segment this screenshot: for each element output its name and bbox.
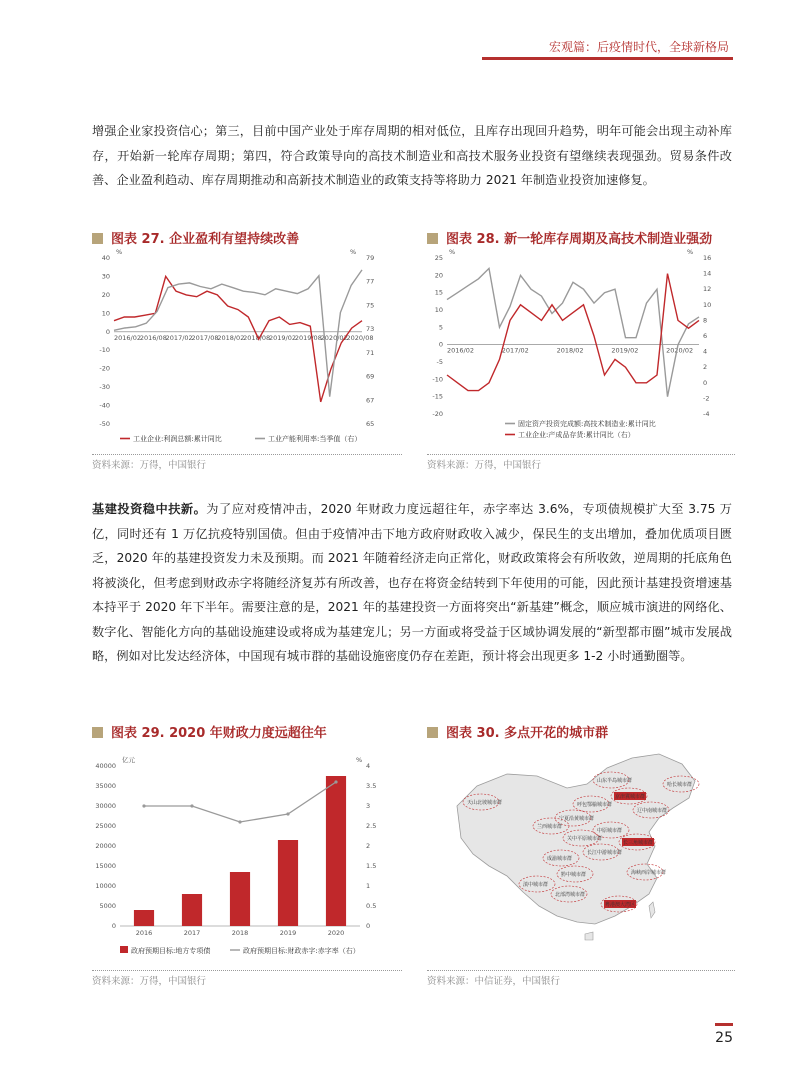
x-tick-label: 2018/02 xyxy=(217,333,245,342)
paragraph-2-body: 为了应对疫情冲击，2020 年财政力度远超往年，赤字率达 3.6%，专项债规模扩大至 3.75 万亿，同时还有 1 万亿抗疫特别国债。但由于疫情冲击下地方政府财政收入减少，保民生的支出增加，叠加优质项目匮乏，2020 年的基建投资发力未及预期。而 2021 年随着经济走向正常化，财政政策将会有所收敛，逆周期的托底角色将被淡化，但考虑到财政赤字将随经济复苏有所改善，也存在将资金结转到下年使用的可能，因此预计基建投资增速基本持平于 2020 年下半年。需要注意的是，2021 年的基建投资一方面将突出“新基建”概念，顺应城市演进的网络化、数字化、智能化方向的基础设施建设或将成为基建宠儿；另一方面或将受益于区域协调发展的“新型都市圈”城市发展战略，例如对比发达经济体，中国现有城市群的基础设施密度仍存在差距，预计将会出现更多 1-2 小时通勤圈等。 xyxy=(92,502,732,663)
y-tick-left: 20 xyxy=(101,290,110,299)
y-tick-right: 2 xyxy=(366,842,371,850)
cluster-label: 中原城市群 xyxy=(597,828,623,834)
figure-29-chart xyxy=(90,748,400,970)
source-rule xyxy=(92,970,402,971)
legend-label: 工业产能利用率:当季值（右） xyxy=(268,435,362,443)
left-unit-label: 亿元 xyxy=(122,756,135,764)
deficit-point xyxy=(142,804,145,807)
y-tick-left: 0 xyxy=(438,340,443,349)
x-tick-label: 2016/02 xyxy=(447,346,475,355)
header-title: 宏观篇：后疫情时代，全球新格局 xyxy=(548,40,729,54)
y-tick-left: 25 xyxy=(434,254,443,262)
y-tick-left: 0 xyxy=(111,922,116,930)
x-tick-label: 2018 xyxy=(231,929,249,937)
y-tick-left: 15000 xyxy=(95,862,116,870)
figure-28-chart xyxy=(425,248,735,453)
y-tick-right: 12 xyxy=(703,285,712,294)
y-tick-left: 35000 xyxy=(95,782,116,790)
y-tick-right: 67 xyxy=(366,396,375,405)
y-tick-right: -4 xyxy=(703,410,710,418)
bar xyxy=(134,910,154,926)
cluster-label: 成渝城市群 xyxy=(547,856,573,862)
cluster-label: 海峡西岸城市群 xyxy=(631,870,667,876)
page-number-bar xyxy=(715,1023,733,1026)
y-tick-left: -40 xyxy=(99,401,110,410)
figure-29-title xyxy=(92,722,327,741)
series-line-right xyxy=(447,274,699,391)
figure-square-icon xyxy=(427,727,438,738)
y-tick-right: 0.5 xyxy=(366,902,377,910)
y-tick-right: 4 xyxy=(366,762,371,770)
y-tick-left: 10000 xyxy=(95,882,116,890)
y-tick-left: -20 xyxy=(99,364,110,373)
figure-27-title-text: 图表 27. 企业盈利有望持续改善 xyxy=(111,232,300,247)
x-tick-label: 2019/02 xyxy=(611,346,639,355)
y-tick-left: 30 xyxy=(101,272,110,281)
deficit-line xyxy=(144,782,336,822)
y-tick-right: 4 xyxy=(703,347,708,356)
y-tick-right: 1 xyxy=(366,882,371,890)
figure-27-title xyxy=(92,228,299,247)
cluster-label: 呼包鄂榆城市群 xyxy=(577,802,613,808)
y-tick-left: -5 xyxy=(436,358,443,366)
legend-label: 政府预期目标:地方专项债 xyxy=(131,947,211,955)
deficit-point xyxy=(334,780,337,783)
y-tick-left: 40 xyxy=(101,254,110,262)
cluster-label: 山东半岛城市群 xyxy=(597,778,633,784)
y-tick-right: 16 xyxy=(703,254,712,262)
x-tick-label: 2020/02 xyxy=(666,346,694,355)
legend-label: 政府预期目标:财政赤字:赤字率（右） xyxy=(243,947,360,955)
left-unit-label: % xyxy=(116,248,123,256)
y-tick-right: 3.5 xyxy=(366,782,377,790)
y-tick-right: 0 xyxy=(366,922,371,930)
x-tick-label: 2020 xyxy=(327,929,345,937)
cluster-label: 兰西城市群 xyxy=(537,824,563,830)
x-tick-label: 2020/08 xyxy=(346,333,374,342)
y-tick-left: -20 xyxy=(432,410,443,418)
cluster-label: 宁夏沿黄城市群 xyxy=(559,816,595,822)
cluster-label: 长三角城市群 xyxy=(623,840,654,846)
cluster-label: 滇中城市群 xyxy=(523,882,549,888)
y-tick-right: 6 xyxy=(703,332,708,340)
figure-30-source: 资料来源：中信证券，中国银行 xyxy=(427,976,561,987)
y-tick-right: 2 xyxy=(703,363,708,372)
cluster-label: 辽中南城市群 xyxy=(637,808,668,814)
y-tick-left: -50 xyxy=(99,420,110,428)
legend-swatch xyxy=(120,946,128,953)
cluster-label: 关中平原城市群 xyxy=(567,836,603,842)
y-tick-right: 2.5 xyxy=(366,822,377,830)
source-rule xyxy=(427,970,735,971)
x-tick-label: 2020/02 xyxy=(320,333,348,342)
figure-30-map xyxy=(427,746,723,968)
x-tick-label: 2018/08 xyxy=(243,333,271,342)
paragraph-2 xyxy=(92,497,732,669)
x-tick-label: 2017/08 xyxy=(191,333,219,342)
y-tick-right: 71 xyxy=(366,348,375,357)
y-tick-right: 69 xyxy=(366,372,375,381)
y-tick-right: 14 xyxy=(703,269,712,278)
y-tick-left: -30 xyxy=(99,383,110,392)
left-unit-label: % xyxy=(449,248,456,256)
x-tick-label: 2019 xyxy=(279,929,297,937)
figure-30-title-text: 图表 30. 多点开花的城市群 xyxy=(446,726,609,741)
y-tick-left: 10 xyxy=(101,309,110,318)
city-cluster-map xyxy=(427,746,723,968)
y-tick-right: 65 xyxy=(366,420,375,428)
y-tick-right: 8 xyxy=(703,316,708,325)
y-tick-right: 0 xyxy=(703,378,708,387)
cluster-label: 京津冀城市群 xyxy=(615,794,646,800)
deficit-point xyxy=(190,804,193,807)
x-tick-label: 2017/02 xyxy=(501,346,529,355)
paragraph-2-lead: 基建投资稳中扶新。 xyxy=(92,502,207,516)
y-tick-right: 1.5 xyxy=(366,862,377,870)
legend-label: 固定资产投资完成额:高技术制造业:累计同比 xyxy=(518,420,656,428)
right-unit-label: % xyxy=(356,756,363,764)
right-unit-label: % xyxy=(687,248,694,256)
right-unit-label: % xyxy=(350,248,357,256)
y-tick-left: -10 xyxy=(99,346,110,355)
source-rule xyxy=(92,454,402,455)
x-tick-label: 2017 xyxy=(183,929,201,937)
bar xyxy=(326,776,346,926)
figure-square-icon xyxy=(92,727,103,738)
cluster-label: 天山北坡城市群 xyxy=(467,800,503,806)
cluster-label: 北部湾城市群 xyxy=(555,892,586,898)
y-tick-left: -10 xyxy=(432,375,443,384)
x-tick-label: 2016 xyxy=(135,929,153,937)
y-tick-left: 20 xyxy=(434,271,443,280)
bar xyxy=(230,872,250,926)
figure-27-chart xyxy=(90,248,400,453)
cluster-label: 长江中游城市群 xyxy=(587,850,623,856)
y-tick-right: -2 xyxy=(703,394,710,403)
deficit-point xyxy=(286,812,289,815)
y-tick-right: 10 xyxy=(703,300,712,309)
figure-27-source: 资料来源：万得，中国银行 xyxy=(92,460,207,471)
x-tick-label: 2019/02 xyxy=(269,333,297,342)
y-tick-left: 0 xyxy=(105,327,110,336)
figure-29-title-text: 图表 29. 2020 年财政力度远超往年 xyxy=(111,726,327,741)
y-tick-right: 79 xyxy=(366,254,375,262)
x-tick-label: 2016/08 xyxy=(139,333,167,342)
page-number: 25 xyxy=(715,1030,733,1046)
y-tick-left: 15 xyxy=(434,288,443,297)
x-tick-label: 2019/08 xyxy=(294,333,322,342)
y-tick-right: 3 xyxy=(366,802,371,810)
legend-label: 工业企业:产成品存货:累计同比（右） xyxy=(518,431,635,439)
chart-27-svg xyxy=(90,248,400,453)
y-tick-right: 73 xyxy=(366,325,375,334)
x-tick-label: 2017/02 xyxy=(165,333,193,342)
figure-30-title xyxy=(427,722,608,741)
y-tick-left: -15 xyxy=(432,392,443,401)
y-tick-left: 25000 xyxy=(95,822,116,830)
y-tick-left: 10 xyxy=(434,306,443,314)
y-tick-right: 75 xyxy=(366,301,375,310)
legend-label: 工业企业:利润总额:累计同比 xyxy=(133,435,222,443)
chart-29-svg xyxy=(90,748,400,970)
deficit-point xyxy=(238,820,241,823)
figure-28-source: 资料来源：万得，中国银行 xyxy=(427,460,542,471)
y-tick-left: 30000 xyxy=(95,802,116,810)
cluster-label: 粤港澳大湾区 xyxy=(605,902,636,908)
figure-28-title xyxy=(427,228,712,247)
bar xyxy=(182,894,202,926)
figure-square-icon xyxy=(92,233,103,244)
x-tick-label: 2016/02 xyxy=(114,333,142,342)
header-rule xyxy=(482,57,733,60)
source-rule xyxy=(427,454,735,455)
y-tick-right: 77 xyxy=(366,277,375,286)
x-tick-label: 2018/02 xyxy=(556,346,584,355)
figure-29-source: 资料来源：万得，中国银行 xyxy=(92,976,207,987)
figure-square-icon xyxy=(427,233,438,244)
cluster-label: 哈长城市群 xyxy=(667,782,693,788)
figure-28-title-text: 图表 28. 新一轮库存周期及高技术制造业强劲 xyxy=(446,232,713,247)
y-tick-left: 5 xyxy=(438,323,443,332)
chart-28-svg xyxy=(425,248,735,453)
y-tick-left: 40000 xyxy=(95,762,116,770)
y-tick-left: 5000 xyxy=(99,902,116,910)
y-tick-left: 20000 xyxy=(95,842,116,850)
paragraph-1: 增强企业家投资信心；第三，目前中国产业处于库存周期的相对低位，且库存出现回升趋势，明年可能会出现主动补库存，开始新一轮库存周期；第四，符合政策导向的高技术制造业和高技术服务业投资有望继续表现强劲。贸易条件改善、企业盈利趋动、库存周期推动和高新技术制造业的政策支持等将助力 2021 年制造业投资加速修复。 xyxy=(92,124,732,187)
cluster-label: 黔中城市群 xyxy=(561,872,587,878)
bar xyxy=(278,840,298,926)
